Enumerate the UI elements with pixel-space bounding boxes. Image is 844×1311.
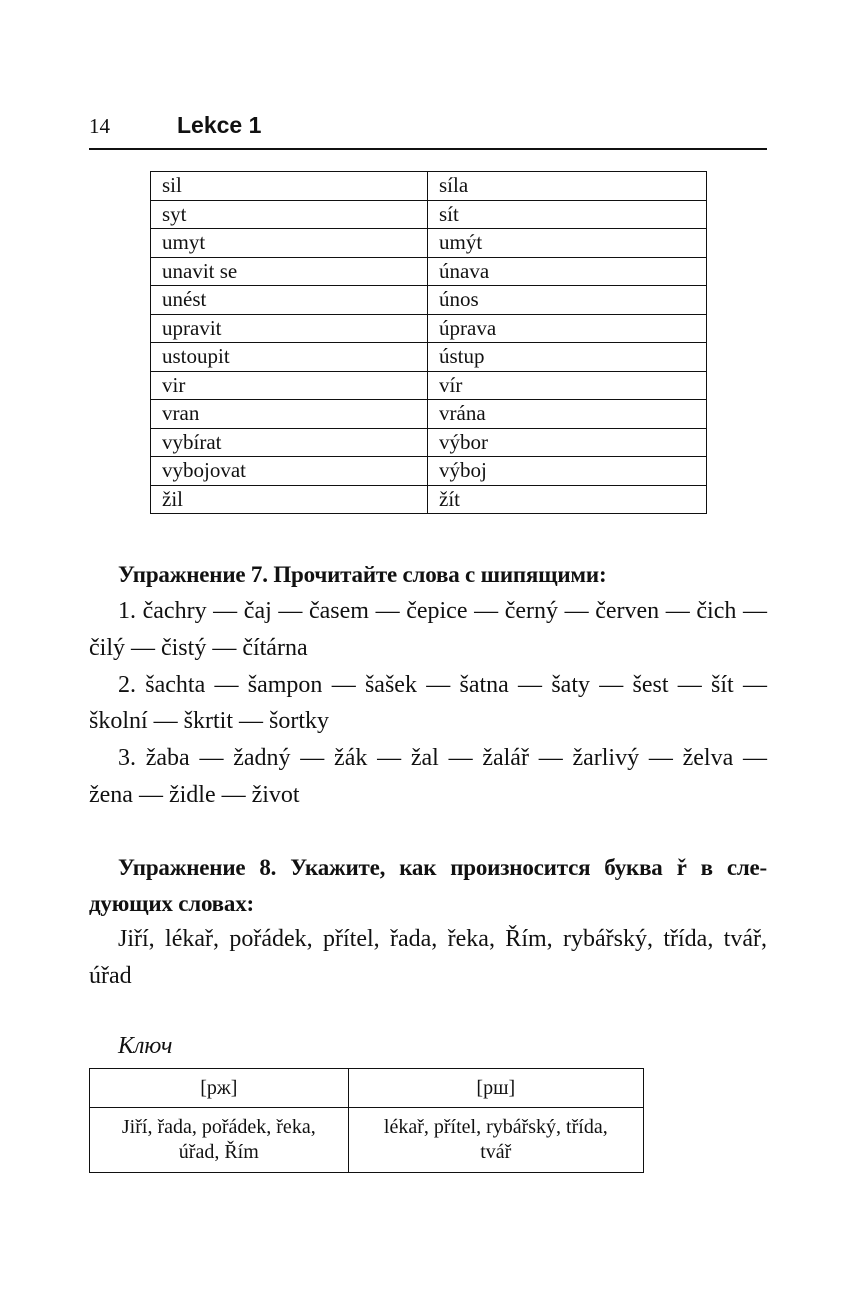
exercise-7-line: 1. čachry — čaj — časem — čepice — černý — červen — čich — bbox=[118, 598, 767, 624]
table-row bbox=[151, 371, 707, 400]
table-row bbox=[151, 257, 707, 286]
table-cell: umýt bbox=[428, 229, 707, 258]
table-cell: ustoupit bbox=[151, 343, 428, 372]
exercise-8-title: Упражнение 8. Укажите, как произносится буква ř в сле- bbox=[118, 855, 767, 880]
table-cell: úprava bbox=[428, 314, 707, 343]
exercise-7-line: žena — židle — život bbox=[89, 782, 300, 808]
table-cell: sil bbox=[151, 172, 428, 201]
exercise-7-line: školní — škrtit — šortky bbox=[89, 708, 330, 734]
table-cell bbox=[348, 1108, 643, 1173]
table-row bbox=[90, 1108, 644, 1173]
table-cell: vran bbox=[151, 400, 428, 429]
table-row bbox=[151, 457, 707, 486]
table-cell: výboj bbox=[428, 457, 707, 486]
exercise-7-line: 3. žaba — žadný — žák — žal — žalář — žarlivý — želva — bbox=[118, 745, 767, 771]
exercise-7-title: Упражнение 7. Прочитайте слова с шипящими: bbox=[118, 562, 607, 587]
table-cell: únos bbox=[428, 286, 707, 315]
table-cell: sít bbox=[428, 200, 707, 229]
table-cell: výbor bbox=[428, 428, 707, 457]
table-cell: vír bbox=[428, 371, 707, 400]
page-number: 14 bbox=[89, 114, 110, 138]
table-cell: syt bbox=[151, 200, 428, 229]
table-row bbox=[151, 343, 707, 372]
table-cell: vybírat bbox=[151, 428, 428, 457]
table-cell: unavit se bbox=[151, 257, 428, 286]
table-cell: umyt bbox=[151, 229, 428, 258]
table-cell: upravit bbox=[151, 314, 428, 343]
exercise-8-words: Jiří, lékař, pořádek, přítel, řada, řeka, Řím, rybářský, třída, tvář, bbox=[118, 926, 767, 952]
word-pairs-table bbox=[150, 171, 707, 514]
exercise-7-line: čilý — čistý — čítárna bbox=[89, 635, 308, 661]
exercise-8-title-continued: дующих словах: bbox=[89, 891, 254, 916]
table-cell: vrána bbox=[428, 400, 707, 429]
table-row bbox=[151, 485, 707, 514]
column-header: [рж] bbox=[90, 1069, 349, 1108]
table-cell: unést bbox=[151, 286, 428, 315]
answer-key-table bbox=[89, 1068, 644, 1173]
table-row bbox=[151, 229, 707, 258]
cell-line: lékař, přítel, rybářský, třída, bbox=[383, 1116, 608, 1138]
column-header: [рш] bbox=[348, 1069, 643, 1108]
table-row bbox=[151, 428, 707, 457]
table-row bbox=[151, 286, 707, 315]
exercise-7-line: 2. šachta — šampon — šašek — šatna — šaty — šest — šít — bbox=[118, 672, 767, 698]
table-cell bbox=[90, 1108, 349, 1173]
page-header bbox=[89, 112, 767, 150]
key-label: Ключ bbox=[118, 1033, 173, 1059]
table-header-row bbox=[90, 1069, 644, 1108]
cell-line: tvář bbox=[480, 1141, 512, 1163]
table-cell: vybojovat bbox=[151, 457, 428, 486]
lesson-title: Lekce 1 bbox=[177, 112, 262, 138]
table-row bbox=[151, 172, 707, 201]
exercise-8-words-continued: úřad bbox=[89, 963, 132, 989]
table-cell: vir bbox=[151, 371, 428, 400]
cell-line: Jiří, řada, pořádek, řeka, bbox=[121, 1116, 316, 1138]
table-cell: únava bbox=[428, 257, 707, 286]
table-cell: žil bbox=[151, 485, 428, 514]
table-cell: síla bbox=[428, 172, 707, 201]
table-row bbox=[151, 200, 707, 229]
table-row bbox=[151, 314, 707, 343]
cell-line: úřad, Řím bbox=[178, 1141, 259, 1163]
table-cell: žít bbox=[428, 485, 707, 514]
table-cell: ústup bbox=[428, 343, 707, 372]
table-row bbox=[151, 400, 707, 429]
